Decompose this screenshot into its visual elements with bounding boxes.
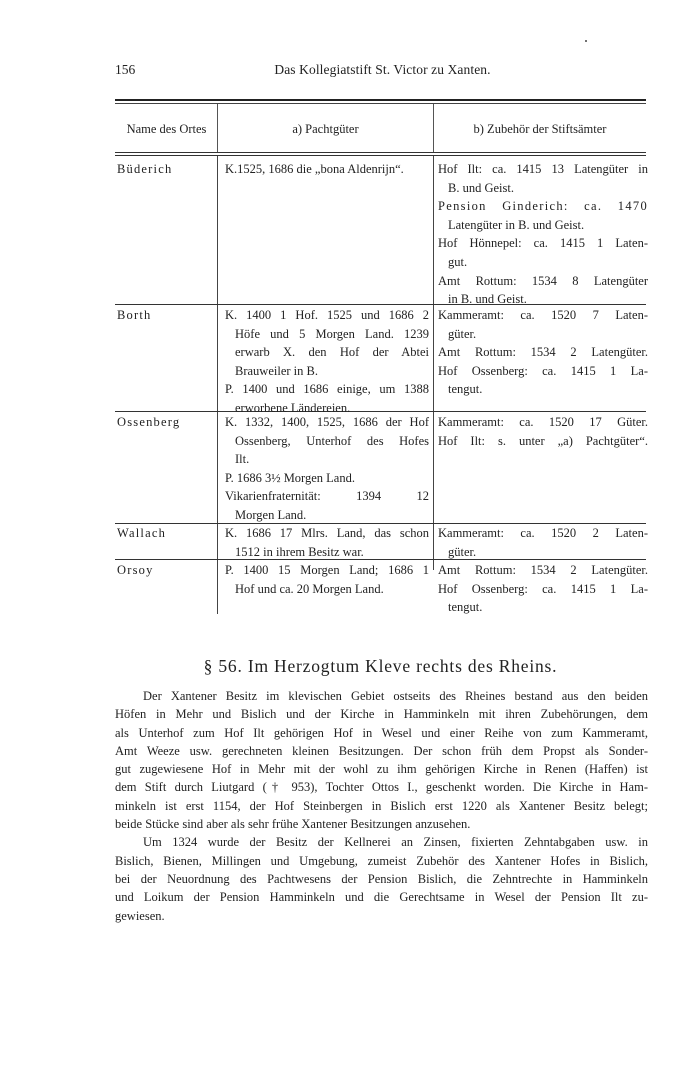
paragraph-line: als Unterhof zum Hof Ilt gehörigen Hof in Wesel und einer Reihe von zum Kammeramt, [115,725,648,740]
cell-line: Kammeramt: ca. 1520 7 Laten- [438,308,648,322]
cell-line: erwarb X. den Hof der Abtei [235,345,429,360]
table-row-pacht [225,413,429,525]
column-divider [433,156,434,570]
paragraph-line: Der Xantener Besitz im klevischen Gebiet ostseits des Rheines bestand aus den beiden [143,689,648,703]
cell-line: Hof Hönnepel: ca. 1415 1 Laten- [438,236,648,251]
paragraph-line: und Loikum der Pension Hamminkeln und die Gerechtsame in Wesel der Pension Ilt zu- [115,890,648,905]
cell-line: K. 1400 1 Hof. 1525 und 1686 2 [225,308,429,322]
cell-line: Amt Rottum: 1534 8 Latengüter [438,273,648,288]
cell-line: Kammeramt: ca. 1520 17 Güter. [438,415,648,429]
table-row-place: Ossenberg [117,415,181,429]
table-row-pacht [225,524,429,561]
table-row-zubehoer [438,561,648,617]
cell-line: güter. [448,544,477,559]
table-row-zubehoer [438,524,648,561]
cell-line: Vikarienfraternität: 1394 12 [225,489,429,504]
cell-line: Ossenberg, Unterhof des Hofes [235,433,429,448]
table-row-place: Borth [117,308,152,322]
running-header [115,62,650,84]
page-number: 156 [115,62,136,77]
table-header-rule [115,152,646,153]
cell-line: P. 1686 3½ Morgen Land. [225,470,355,485]
cell-line: K.1525, 1686 die „bona Aldenrijn“. [225,162,404,176]
cell-line: Ilt. [235,452,250,467]
paragraph-line: dem Stift durch Liutgard († 953), Tochter Ottos I., geschenkt worden. Die Kirche in Ham- [115,780,648,795]
cell-line: Hof Ilt: ca. 1415 13 Latengüter in [438,162,648,176]
table-row-zubehoer [438,306,648,399]
paragraph-line: beide Stücke sind aber als sehr frühe Xantener Besitzungen anzusehen. [115,817,471,832]
paragraph-line: gewiesen. [115,908,165,923]
cell-line: erworbene Ländereien. [235,400,351,415]
cell-line: tengut. [448,600,483,615]
cell-line: Amt Rottum: 1534 2 Latengüter. [438,345,648,360]
cell-line: Hof Ilt: s. unter „a) Pachtgüter“. [438,433,648,448]
table-row-zubehoer [438,413,648,450]
table-row-pacht [225,160,428,179]
paragraph-line: Um 1324 wurde der Besitz der Kellnerei an Zinsen, fixierten Zehntabgaben usw. in [143,835,648,850]
table-row-place: Wallach [117,526,167,540]
cell-line: K. 1686 17 Mlrs. Land, das schon [225,526,429,540]
cell-line: P. 1400 und 1686 einige, um 1388 [225,382,429,397]
table-top-rule [115,99,646,101]
paragraph-line: gut zugewiesene Hof in Mehr mit der wohl zu ihm gehörigen Kirche in Renen (Haffen) ist [115,762,648,777]
paragraph-line: Bislich, Bienen, Millingen und Umgebung, zumeist Zubehör des Xantener Hofes in Bislich, [115,853,648,868]
table-header-row [115,104,646,152]
column-header-pacht: a) Pachtgüter [292,122,359,136]
cell-line: Kammeramt: ca. 1520 2 Laten- [438,526,648,540]
cell-line: K. 1332, 1400, 1525, 1686 der Hof [225,415,429,429]
cell-line: 1512 in ihrem Besitz war. [235,544,364,559]
body-text [115,687,648,925]
cell-line: B. und Geist. [448,180,514,195]
paragraph-line: Höfen in Mehr und Bislich und der Kirche in Hamminkeln mit ihren Zubehörungen, dem [115,707,648,722]
cell-line: tengut. [448,382,483,397]
column-divider [217,156,218,614]
cell-line: in B. und Geist. [448,292,527,307]
section-title: § 56. Im Herzogtum Kleve rechts des Rheins. [203,656,558,676]
table-header-rule-thin [115,155,646,156]
running-title: Das Kollegiatstift St. Victor zu Xanten. [274,62,491,77]
speck-mark [585,40,587,42]
cell-line: Amt Rottum: 1534 2 Latengüter. [438,563,648,577]
cell-line: Hof Ossenberg: ca. 1415 1 La- [438,581,648,596]
table-row-pacht [225,306,429,418]
column-header-place: Name des Ortes [126,122,207,136]
cell-line: Brauweiler in B. [235,363,318,378]
paragraph-line: bei der Neuordnung des Pachtwesens der Pension Bislich, die Zehntrechte in Hamminkeln [115,871,648,886]
paragraph-line: minkeln ist erst 1154, der Hof Steinbergen in Bislich erst 1220 als Xantener Besitz belegt; [115,798,648,813]
table-row-place: Büderich [117,162,173,176]
cell-line: güter. [448,326,477,341]
table-row-pacht [225,561,429,598]
cell-line: Hof und ca. 20 Morgen Land. [235,581,384,596]
cell-line: Morgen Land. [235,507,307,522]
cell-line: gut. [448,254,468,269]
cell-line: Hof Ossenberg: ca. 1415 1 La- [438,363,648,378]
cell-line: Latengüter in B. und Geist. [448,217,585,232]
column-header-zubehoer: b) Zubehör der Stiftsämter [473,122,607,136]
paragraph-line: Amt Weeze usw. gerechneten kleinen Besitzungen. Der schon früh dem Propst als Sonder- [115,743,648,758]
cell-line: Höfe und 5 Morgen Land. 1239 [235,326,429,341]
cell-line: Pension Ginderich: ca. 1470 [438,199,648,214]
table-row-place: Orsoy [117,563,154,577]
table-row-zubehoer [438,160,648,309]
cell-line: P. 1400 15 Morgen Land; 1686 1 [225,563,429,577]
